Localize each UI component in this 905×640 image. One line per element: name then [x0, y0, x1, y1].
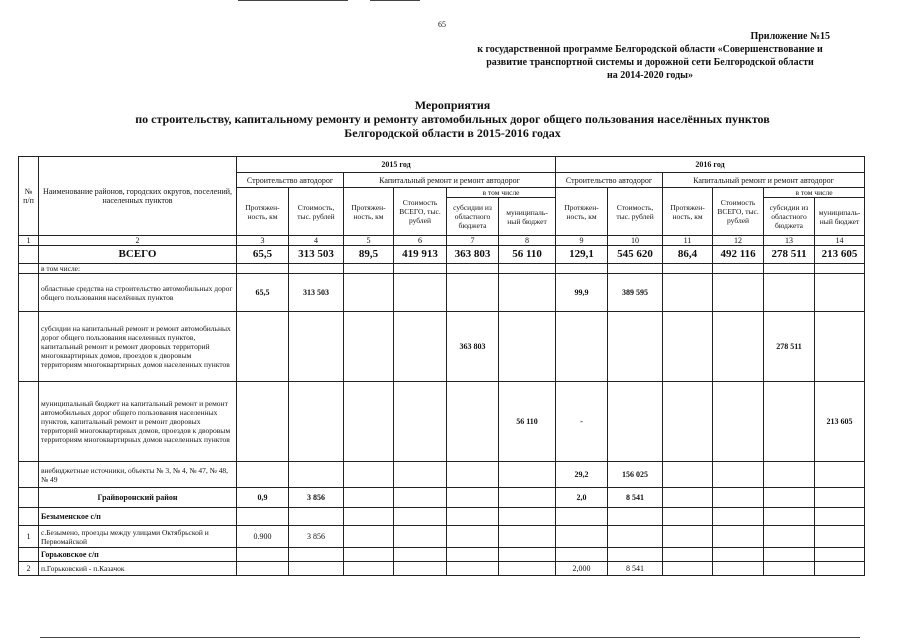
- colnum: 9: [556, 236, 608, 246]
- total-value: 545 620: [608, 246, 663, 264]
- appendix-line-4: на 2014-2020 годы»: [607, 70, 693, 81]
- total-value: 278 511: [764, 246, 815, 264]
- colnum: 4: [289, 236, 344, 246]
- total-label: ВСЕГО: [39, 246, 237, 264]
- page-number: 65: [438, 20, 446, 29]
- district-value: 0,9: [237, 488, 289, 508]
- row-number: 2: [19, 562, 39, 576]
- h-2016-length: Протяжен-ность, км: [556, 188, 608, 236]
- settlement-row: [19, 548, 865, 562]
- colnum: 3: [237, 236, 289, 246]
- total-value: 313 503: [289, 246, 344, 264]
- h-2015-cost: Стоимость, тыс. рублей: [289, 188, 344, 236]
- offbudget-row: [19, 462, 865, 488]
- h-2016-subsidy: субсидии из областного бюджета: [764, 198, 815, 236]
- total-value: 213 605: [815, 246, 865, 264]
- bottom-rule: [40, 637, 860, 638]
- settlement-label: Безыменское с/п: [39, 508, 237, 526]
- regional-label: областные средства на строительство автомобильных дорог общего пользования населённых пунктов: [39, 274, 237, 312]
- appendix-line-1: Приложение №15: [750, 31, 830, 42]
- colnum: 11: [663, 236, 713, 246]
- total-value: 65,5: [237, 246, 289, 264]
- header-2015: 2015 год: [237, 157, 556, 173]
- header-2015-repair: Капитальный ремонт и ремонт автодорог: [344, 173, 556, 188]
- h-2016-rlength: Протяжен-ность, км: [663, 188, 713, 236]
- header-2016-repair: Капитальный ремонт и ремонт автодорог: [663, 173, 865, 188]
- colnum: 7: [447, 236, 499, 246]
- appendix-line-2: к государственной программе Белгородской области «Совершенствование и: [477, 44, 823, 55]
- subsidy-value: 278 511: [764, 312, 815, 382]
- h-2015-subsidy: субсидии из областного бюджета: [447, 198, 499, 236]
- including-label: в том числе:: [39, 264, 237, 274]
- regional-row: [19, 274, 865, 312]
- header-2016-construction: Строительство автодорог: [556, 173, 663, 188]
- table-row: [19, 562, 865, 576]
- row-label: с.Безымено, проезды между улицами Октябрьской и Первомайской: [39, 526, 237, 548]
- h-2016-total-cost: Стоимость ВСЕГО, тыс. рублей: [713, 188, 764, 236]
- regional-value: 65,5: [237, 274, 289, 312]
- district-value: 3 856: [289, 488, 344, 508]
- offbudget-value: 29,2: [556, 462, 608, 488]
- h-2015-including: в том числе: [447, 188, 556, 198]
- municipal-row: [19, 382, 865, 462]
- colnum: 14: [815, 236, 865, 246]
- top-rule-right: [370, 0, 420, 1]
- regional-value: 313 503: [289, 274, 344, 312]
- municipal-label: муниципальный бюджет на капитальный ремонт и ремонт автомобильных дорог общего пользования населенных пунктов, капитальный ремонт и ремонт дворовых территорий многоквартирных домов, проездов к дворовым территориям многоквартирных домов населенных пунктов: [39, 382, 237, 462]
- h-2016-municipal: муниципаль-ный бюджет: [815, 198, 865, 236]
- total-row: [19, 246, 865, 264]
- colnum: 8: [499, 236, 556, 246]
- cell-empty: [19, 246, 39, 264]
- row-value: 2,000: [556, 562, 608, 576]
- colnum: 12: [713, 236, 764, 246]
- appendix-line-3: развитие транспортной системы и дорожной сети Белгородской области: [486, 57, 814, 68]
- table-row: [19, 526, 865, 548]
- total-value: 492 116: [713, 246, 764, 264]
- colnum: 10: [608, 236, 663, 246]
- header-name: Наименование районов, городских округов, поселений, населенных пунктов: [39, 157, 237, 236]
- district-row: [19, 488, 865, 508]
- settlement-row: [19, 508, 865, 526]
- title-line-2: по строительству, капитальному ремонту и ремонту автомобильных дорог общего пользования населённых пунктов: [135, 112, 770, 126]
- title-line-3: Белгородской области в 2015-2016 годах: [344, 126, 561, 140]
- row-value: 0.900: [237, 526, 289, 548]
- total-value: 86,4: [663, 246, 713, 264]
- header-2016: 2016 год: [556, 157, 865, 173]
- colnum: 5: [344, 236, 394, 246]
- colnum: 1: [19, 236, 39, 246]
- colnum: 6: [394, 236, 447, 246]
- offbudget-value: 156 025: [608, 462, 663, 488]
- municipal-value: 213 605: [815, 382, 865, 462]
- appendix-header: [440, 30, 860, 82]
- municipal-value: 56 110: [499, 382, 556, 462]
- total-value: 363 803: [447, 246, 499, 264]
- settlement-label: Горьковское с/п: [39, 548, 237, 562]
- h-2015-length: Протяжен-ность, км: [237, 188, 289, 236]
- district-label: Грайворонский район: [39, 488, 237, 508]
- total-value: 129,1: [556, 246, 608, 264]
- h-2015-total-cost: Стоимость ВСЕГО, тыс. рублей: [394, 188, 447, 236]
- colnum: 2: [39, 236, 237, 246]
- total-value: 419 913: [394, 246, 447, 264]
- row-value: 3 856: [289, 526, 344, 548]
- row-value: 8 541: [608, 562, 663, 576]
- total-value: 56 110: [499, 246, 556, 264]
- title-line-1: Мероприятия: [414, 98, 491, 112]
- municipal-value: -: [556, 382, 608, 462]
- district-value: 2,0: [556, 488, 608, 508]
- colnum: 13: [764, 236, 815, 246]
- header-2015-construction: Строительство автодорог: [237, 173, 344, 188]
- top-rule-left: [238, 0, 348, 1]
- h-2016-including: в том числе: [764, 188, 865, 198]
- column-numbers-row: [19, 236, 865, 246]
- document-title: [0, 98, 905, 140]
- h-2015-municipal: муниципаль-ный бюджет: [499, 198, 556, 236]
- subsidy-value: 363 803: [447, 312, 499, 382]
- row-number: 1: [19, 526, 39, 548]
- total-value: 89,5: [344, 246, 394, 264]
- including-row: [19, 264, 865, 274]
- h-2016-cost: Стоимость, тыс. рублей: [608, 188, 663, 236]
- h-2015-rlength: Протяжен-ность, км: [344, 188, 394, 236]
- subsidy-row: [19, 312, 865, 382]
- regional-value: 389 595: [608, 274, 663, 312]
- measures-table: [18, 156, 865, 576]
- header-num: № п/п: [19, 157, 39, 236]
- offbudget-label: внебюджетные источники, объекты № 3, № 4, № 47, № 48, № 49: [39, 462, 237, 488]
- row-label: п.Горьковский - п.Казачок: [39, 562, 237, 576]
- regional-value: 99,9: [556, 274, 608, 312]
- subsidy-label: субсидии на капитальный ремонт и ремонт автомобильных дорог общего пользования населенных пунктов, капитальный ремонт и ремонт дворовых территорий многоквартирных домов, проездов к дворовым территориям многоквартирных домов населенных пунктов: [39, 312, 237, 382]
- district-value: 8 541: [608, 488, 663, 508]
